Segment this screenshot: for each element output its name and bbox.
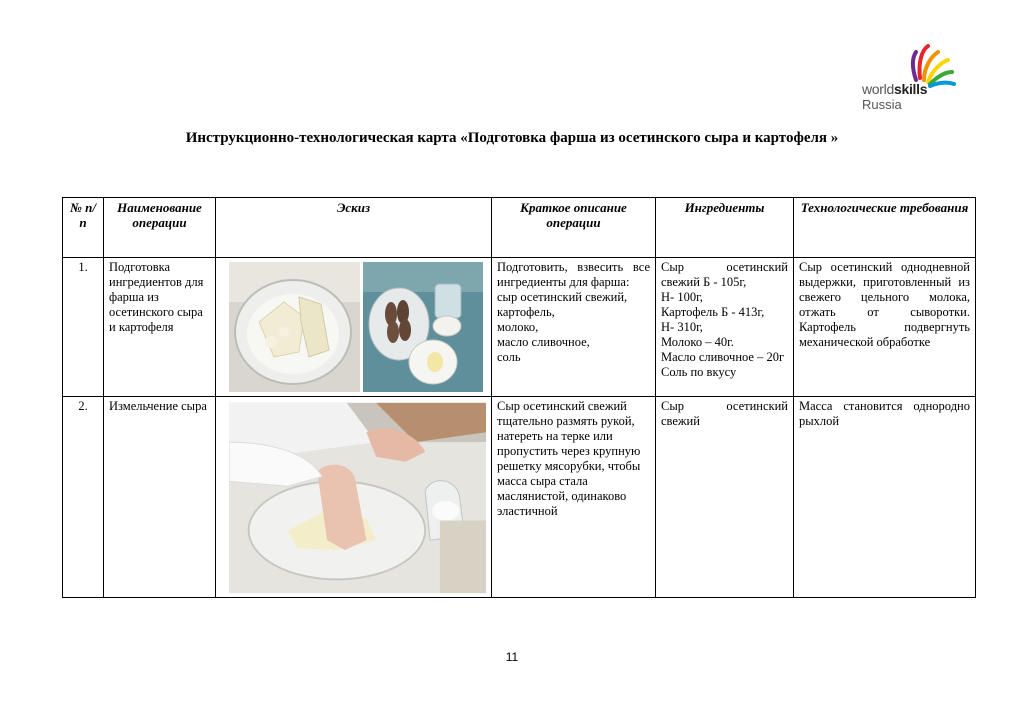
row-operation: Подготовка ингредиентов для фарша из осетинского сыра и картофеля <box>104 258 216 397</box>
hand-mashing-cheese-photo <box>229 401 486 595</box>
row-sketch <box>216 397 492 598</box>
header-ingredients: Ингредиенты <box>656 198 794 258</box>
header-requirements: Технологические требования <box>794 198 976 258</box>
logo-word-skills: skills <box>893 81 928 97</box>
row-description: Сыр осетинский свежий тщательно размять рукой, натереть на терке или пропустить через крупную решетку мясорубки, чтобы масса сыра стала маслянистой, одинаково эластичной <box>492 397 656 598</box>
logo-word-russia: Russia <box>862 97 902 112</box>
instruction-card-table <box>62 197 976 598</box>
header-number: № п/п <box>63 198 104 258</box>
row-operation: Измельчение сыра <box>104 397 216 598</box>
worldskills-wordmark <box>862 82 927 111</box>
header-operation: Наименование операции <box>104 198 216 258</box>
potatoes-milk-butter-photo <box>363 262 483 392</box>
table-row <box>63 258 976 397</box>
row-requirements: Масса становится однородно рыхлой <box>794 397 976 598</box>
header-description: Краткое описание операции <box>492 198 656 258</box>
row-number: 2. <box>63 397 104 598</box>
row-ingredients: Сыр осетинский свежий <box>656 397 794 598</box>
row-ingredients: Сыр осетинский свежий Б - 105г, Н- 100г, Картофель Б - 413г, Н- 310г, Молоко – 40г. Масло сливочное – 20г Соль по вкусу <box>656 258 794 397</box>
document-title: Инструкционно-технологическая карта «Подготовка фарша из осетинского сыра и картофеля » <box>185 130 839 146</box>
logo-word-world: world <box>862 81 894 97</box>
row-description: Подготовить, взвесить все ингредиенты для фарша: сыр осетинский свежий, картофель, молоко, масло сливочное, соль <box>492 258 656 397</box>
page-number: 11 <box>505 650 519 664</box>
header-sketch: Эскиз <box>216 198 492 258</box>
row-requirements: Сыр осетинский однодневной выдержки, приготовленный из свежего цельного молока, отжать от сыворотки. Картофель подвергнуть механической обработке <box>794 258 976 397</box>
cheese-bowl-photo <box>229 262 360 392</box>
table-row <box>63 397 976 598</box>
row-sketch <box>216 258 492 397</box>
row-number: 1. <box>63 258 104 397</box>
table-header-row <box>63 198 976 258</box>
